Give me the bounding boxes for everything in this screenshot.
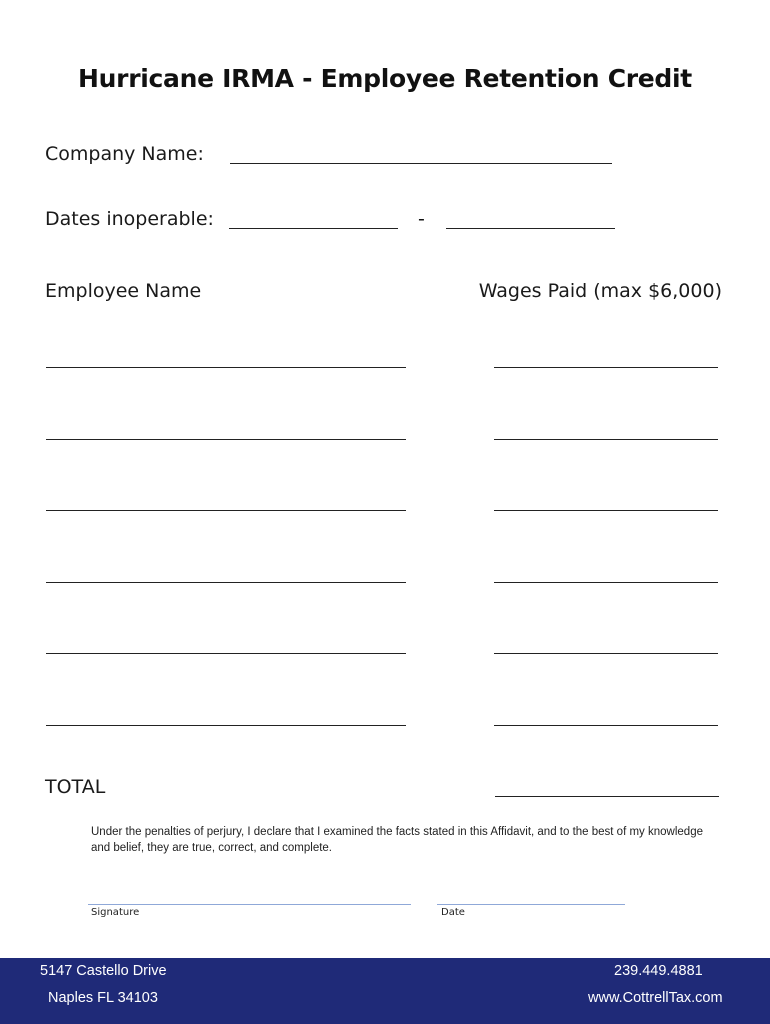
footer-bar [0,958,770,1024]
start-date-field[interactable] [229,228,398,229]
wages-paid-field[interactable] [494,510,718,511]
employee-name-header: Employee Name [45,280,202,302]
employee-name-field[interactable] [46,367,406,368]
total-label: TOTAL [45,776,106,798]
wages-paid-field[interactable] [494,653,718,654]
date-label: Date [441,907,465,918]
employee-name-field[interactable] [46,582,406,583]
footer-phone: 239.449.4881 [614,963,703,979]
employee-name-field[interactable] [46,439,406,440]
employee-name-field[interactable] [46,510,406,511]
date-range-separator: - [418,208,425,230]
wages-paid-field[interactable] [494,367,718,368]
total-wages-field[interactable] [495,796,719,797]
footer-address-line1: 5147 Castello Drive [40,963,167,979]
footer-website[interactable]: www.CottrellTax.com [588,990,723,1006]
wages-paid-field[interactable] [494,582,718,583]
wages-paid-field[interactable] [494,725,718,726]
employee-name-field[interactable] [46,653,406,654]
wages-paid-header: Wages Paid (max $6,000) [478,280,722,302]
wages-paid-field[interactable] [494,439,718,440]
dates-inoperable-label: Dates inoperable: [45,208,214,230]
signature-label: Signature [91,907,140,918]
company-name-field[interactable] [230,163,612,164]
document-title: Hurricane IRMA - Employee Retention Credit [78,64,692,93]
company-name-label: Company Name: [45,143,204,165]
perjury-declaration: Under the penalties of perjury, I declare that I examined the facts stated in this Affidavit, and to the best of my knowledge and belief, they are true, correct, and complete. [91,826,703,854]
date-field[interactable] [437,904,625,905]
signature-field[interactable] [88,904,411,905]
employee-name-field[interactable] [46,725,406,726]
end-date-field[interactable] [446,228,615,229]
footer-address-line2: Naples FL 34103 [48,990,158,1006]
